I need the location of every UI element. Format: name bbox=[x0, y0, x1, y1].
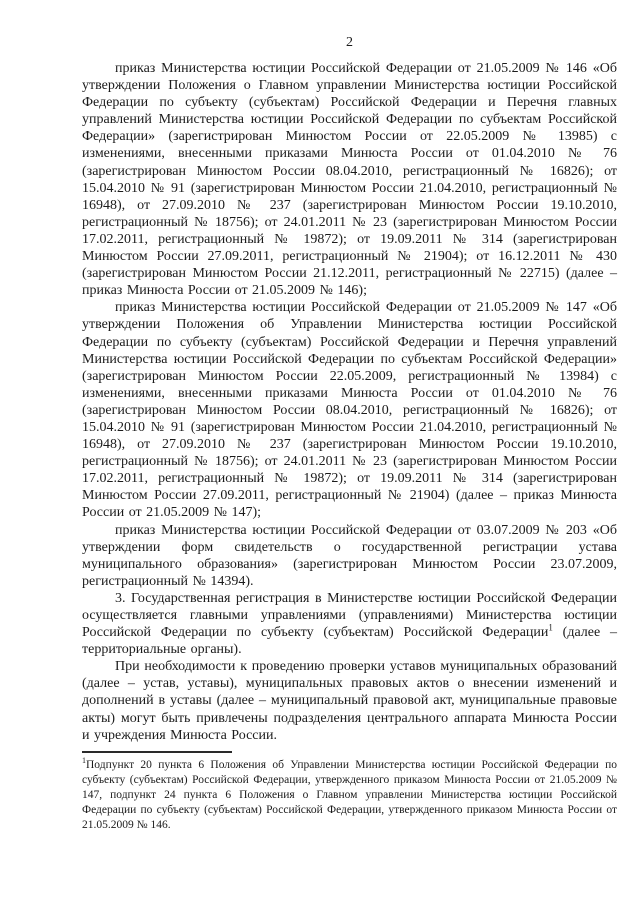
paragraph-order-203: приказ Министерства юстиции Российской Федерации от 03.07.2009 № 203 «Об утверждении форм свидетельств о государственной регистрации устава муниципального образования» (зарегистрирован Минюстом России 23.07.2009, регистрационный № 14394). bbox=[82, 522, 617, 589]
paragraph-text: (далее – территориальные органы). bbox=[82, 625, 618, 658]
footnote-text: Подпункт 20 пункта 6 Положения об Управлении Министерства юстиции Российской Федерации по субъекту (субъектам) Российской Федерации, утвержденного приказом Минюста России от 21.05.2009 № 147, подпункт 24 пункта 6 Положения о Главном управлении Министерства юстиции Российской Федерации по субъекту (субъектам) Российской Федерации, утвержденного приказом Минюста России от 21.05.2009 № 146. bbox=[82, 758, 617, 831]
page-number: 2 bbox=[346, 35, 353, 50]
paragraph-text: 3. Государственная регистрация в Министерстве юстиции Российской Федерации осуществляется главными управлениями (управлениями) Министерства юстиции Российской Федерации по субъекту (субъектам) Российской Федерации bbox=[82, 590, 617, 641]
footnote-separator bbox=[82, 751, 232, 753]
paragraph-clause-3 bbox=[82, 590, 617, 658]
paragraph-order-147: приказ Министерства юстиции Российской Федерации от 21.05.2009 № 147 «Об утверждении Положения об Управлении Министерства юстиции Российской Федерации по субъекту (субъектам) Российской Федерации и Перечня управлений Министерства юстиции Российской Федерации по субъектам Российской Федерации» (зарегистрирован Минюстом России 22.05.2009, регистрационный № 13984) с изменениями, внесенными приказами Минюста России от 01.04.2010 № 76 (зарегистрирован Минюстом России 08.04.2010, регистрационный № 16826); от 15.04.2010 № 91 (зарегистрирован Минюстом России 21.04.2010, регистрационный № 16948), от 27.09.2010 № 237 (зарегистрирован Минюстом России 19.10.2010, регистрационный № 18756); от 24.01.2011 № 23 (зарегистрирован Минюстом России 17.02.2011, регистрационный № 19872); от 19.09.2011 № 314 (зарегистрирован Минюстом России 27.09.2011, регистрационный № 21904) (далее – приказ Минюста России от 21.05.2009 № 147); bbox=[82, 300, 617, 521]
document-body bbox=[82, 60, 617, 833]
footnote-reference-mark: 1 bbox=[548, 622, 553, 633]
paragraph-charter-review: При необходимости к проведению проверки уставов муниципальных образований (далее – устав, уставы), муниципальных правовых актов о внесении изменений и дополнений в уставы (далее – муниципальный правовой акт, муниципальные правовые акты) могут быть привлечены подразделения центрального аппарата Минюста России и учреждения Минюста России. bbox=[82, 659, 617, 743]
footnote-marker: 1 bbox=[82, 755, 86, 765]
footnote bbox=[82, 755, 617, 833]
footnote-area bbox=[82, 751, 617, 833]
paragraph-order-146: приказ Министерства юстиции Российской Федерации от 21.05.2009 № 146 «Об утверждении Положения о Главном управлении Министерства юстиции Российской Федерации по субъекту (субъектам) Российской Федерации и Перечня главных управлений Министерства юстиции Российской Федерации по субъектам Российской Федерации» (зарегистрирован Минюстом России от 22.05.2009 № 13985) с изменениями, внесенными приказами Минюста России от 01.04.2010 № 76 (зарегистрирован Минюстом России 08.04.2010, регистрационный № 16826); от 15.04.2010 № 91 (зарегистрирован Минюстом России 21.04.2010, регистрационный № 16948), от 27.09.2010 № 237 (зарегистрирован Минюстом России 19.10.2010, регистрационный № 18756); от 24.01.2011 № 23 (зарегистрирован Минюстом России 17.02.2011, регистрационный № 19872); от 19.09.2011 № 314 (зарегистрирован Минюстом России 27.09.2011, регистрационный № 21904); от 16.12.2011 № 430 (зарегистрирован Минюстом России 21.12.2011, регистрационный № 22715) (далее – приказ Минюста России от 21.05.2009 № 146); bbox=[82, 61, 617, 299]
